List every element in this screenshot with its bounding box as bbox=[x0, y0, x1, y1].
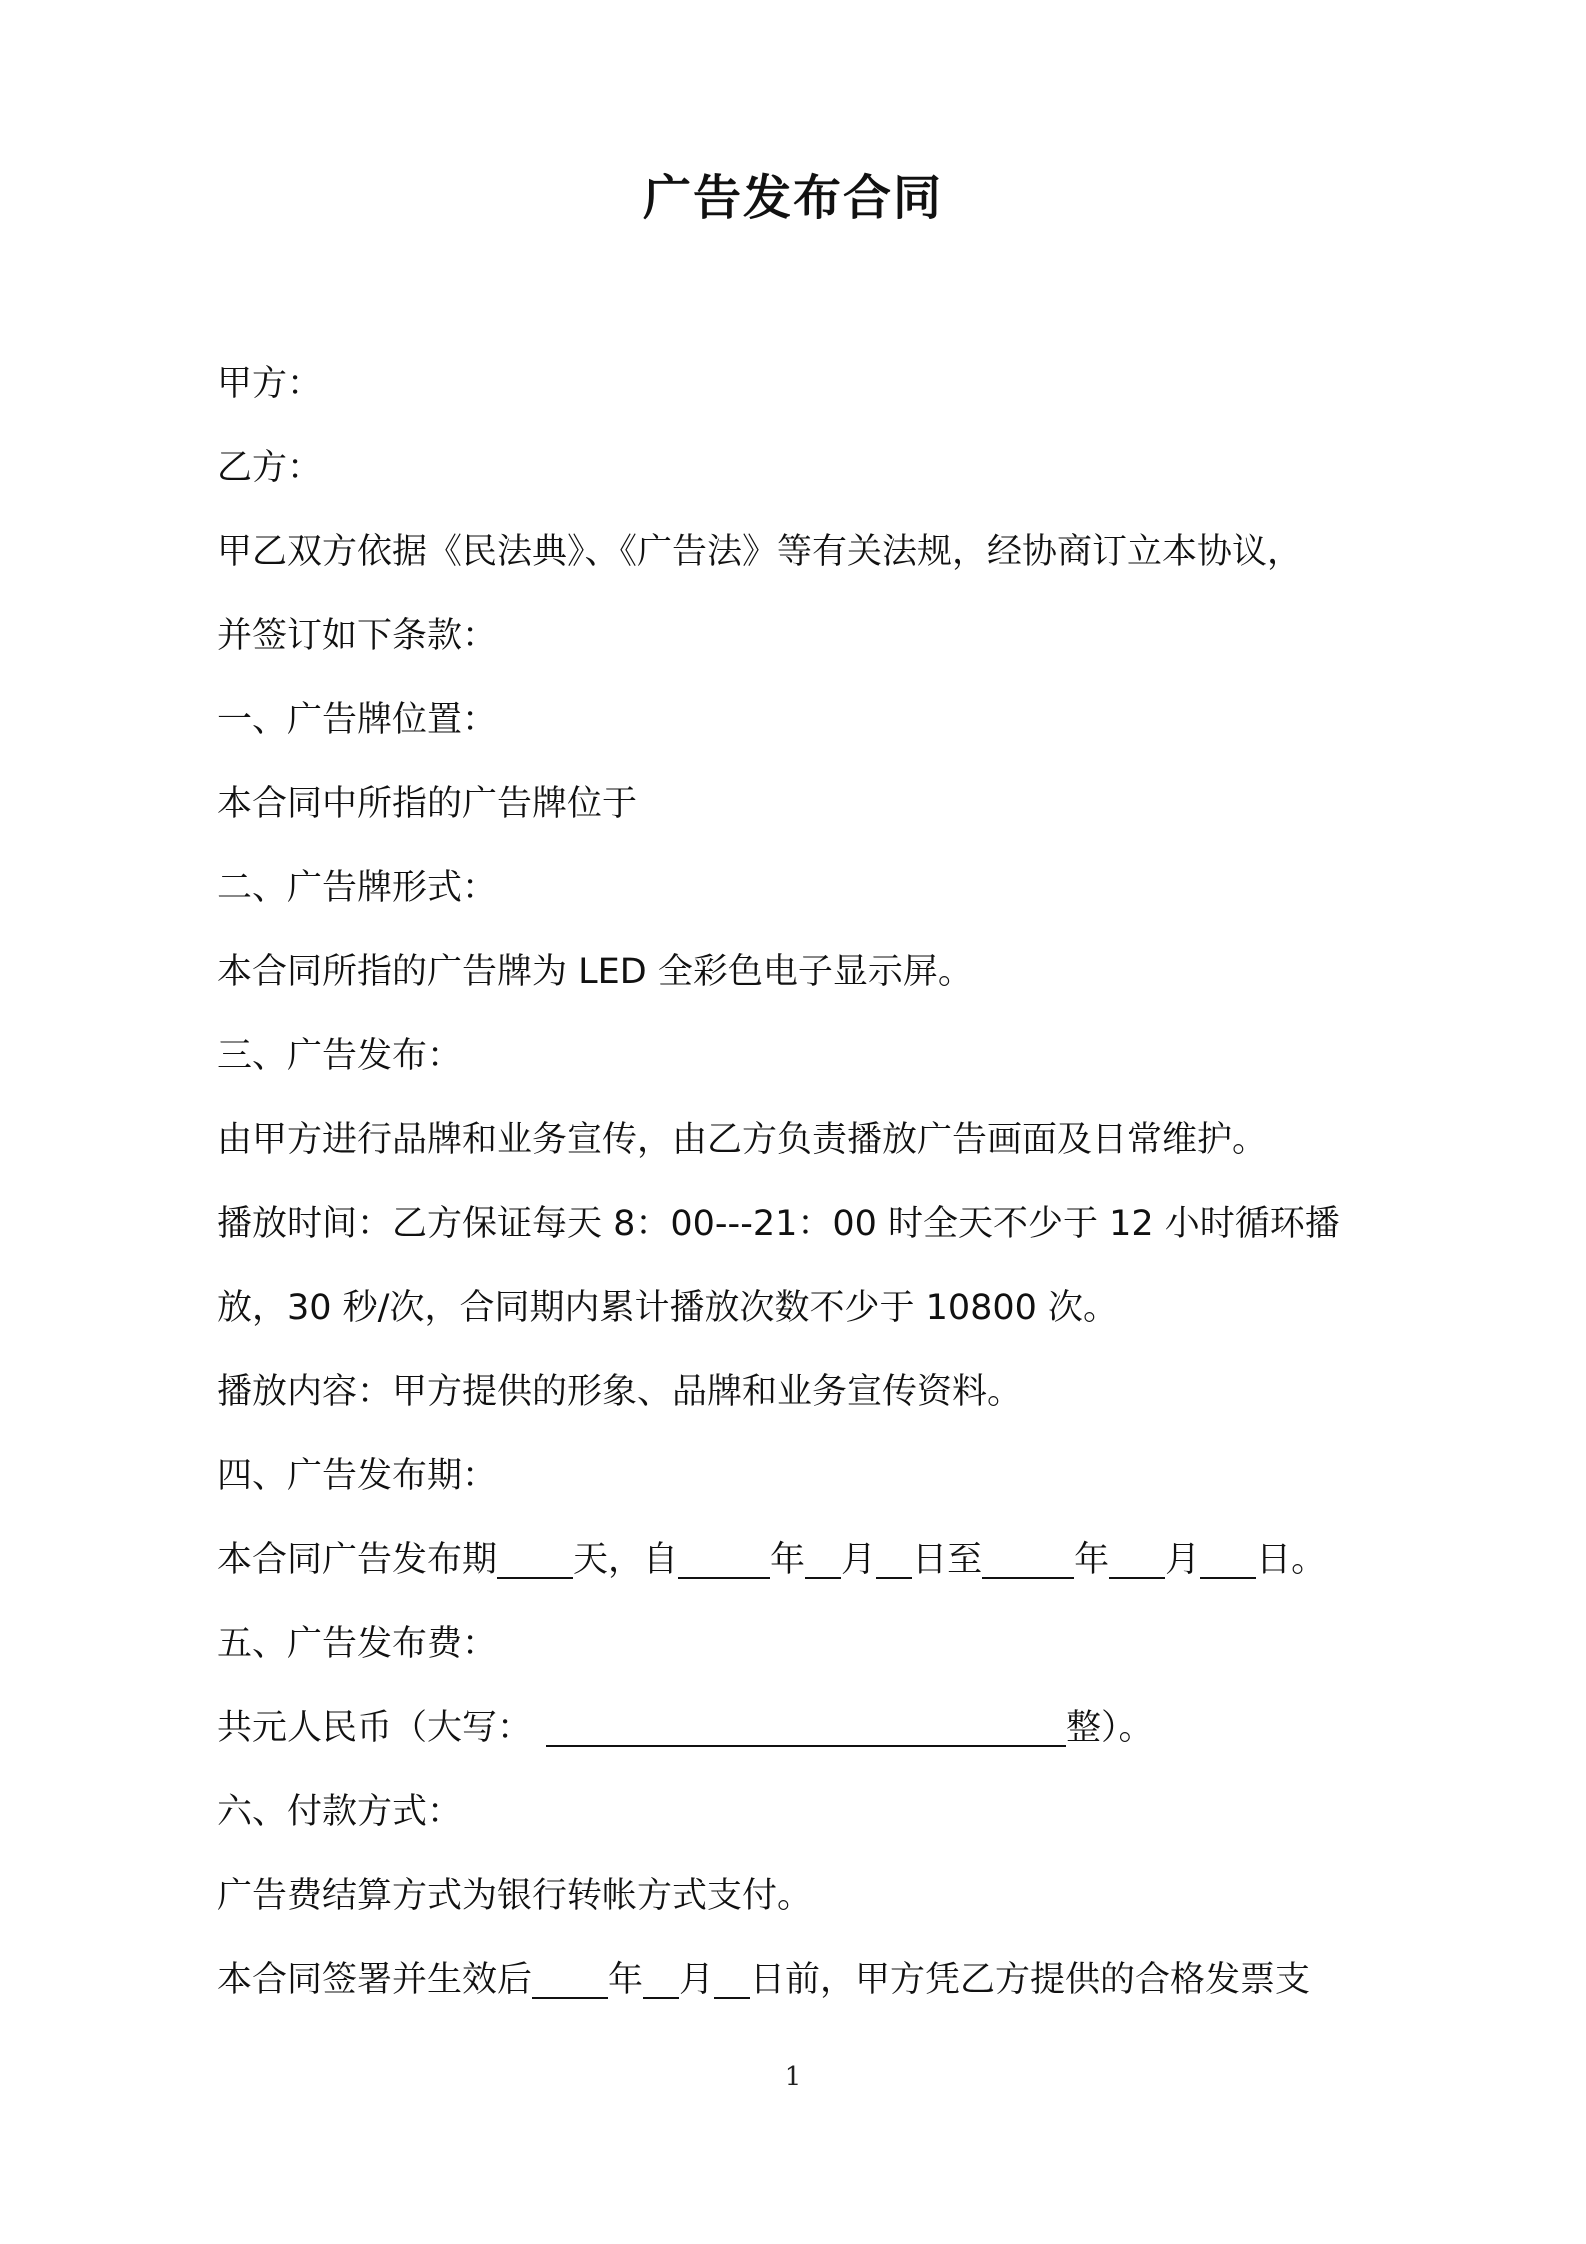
period-text-2: 天，自 bbox=[573, 1540, 679, 1580]
section-1-text: 本合同中所指的广告牌位于 bbox=[217, 784, 638, 824]
payment-text-1: 本合同签署并生效后 bbox=[217, 1960, 533, 2000]
section-6-payment-line bbox=[217, 1956, 1377, 2040]
payment-year-blank bbox=[532, 1959, 608, 1999]
fee-text-2: 整）。 bbox=[1066, 1708, 1154, 1748]
section-3-time-line-1: 播放时间：乙方保证每天 8：00---21：00 时全天不少于 12 小时循环播 bbox=[217, 1204, 1340, 1244]
end-year-blank bbox=[982, 1539, 1074, 1579]
page-number: 1 bbox=[784, 2062, 802, 2092]
payment-text-4: 日前，甲方凭乙方提供的合格发票支 bbox=[750, 1960, 1311, 2000]
period-text-3: 年 bbox=[770, 1540, 806, 1580]
section-2-text: 本合同所指的广告牌为 LED 全彩色电子显示屏。 bbox=[217, 952, 973, 992]
start-year-blank bbox=[678, 1539, 770, 1579]
period-text-6: 年 bbox=[1074, 1540, 1110, 1580]
section-3-content: 播放内容：甲方提供的形象、品牌和业务宣传资料。 bbox=[217, 1372, 1023, 1412]
section-1-heading: 一、广告牌位置： bbox=[217, 700, 498, 740]
start-day-blank bbox=[876, 1539, 912, 1579]
start-month-blank bbox=[805, 1539, 841, 1579]
section-5-fee-line bbox=[217, 1704, 1377, 1788]
period-text-4: 月 bbox=[841, 1540, 877, 1580]
days-blank bbox=[497, 1539, 573, 1579]
contract-body bbox=[217, 360, 1377, 2040]
section-2-heading: 二、广告牌形式： bbox=[217, 868, 498, 908]
intro-line-2: 并签订如下条款： bbox=[217, 616, 498, 656]
section-3-text: 由甲方进行品牌和业务宣传，由乙方负责播放广告画面及日常维护。 bbox=[217, 1120, 1268, 1160]
section-6-text: 广告费结算方式为银行转帐方式支付。 bbox=[217, 1876, 813, 1916]
fee-text-1: 共元人民币（大写： bbox=[217, 1708, 533, 1748]
section-4-period-line bbox=[217, 1536, 1377, 1620]
payment-text-2: 年 bbox=[608, 1960, 644, 2000]
period-text-5: 日至 bbox=[912, 1540, 983, 1580]
section-6-heading: 六、付款方式： bbox=[217, 1792, 463, 1832]
party-b-line: 乙方： bbox=[217, 448, 323, 488]
document-title: 广告发布合同 bbox=[642, 170, 943, 226]
intro-line-1: 甲乙双方依据《民法典》、《广告法》等有关法规，经协商订立本协议， bbox=[217, 532, 1303, 572]
payment-text-3: 月 bbox=[679, 1960, 715, 2000]
period-text-8: 日。 bbox=[1256, 1540, 1327, 1580]
section-4-heading: 四、广告发布期： bbox=[217, 1456, 498, 1496]
end-day-blank bbox=[1200, 1539, 1256, 1579]
payment-day-blank bbox=[714, 1959, 750, 1999]
section-5-heading: 五、广告发布费： bbox=[217, 1624, 498, 1664]
period-text-1: 本合同广告发布期 bbox=[217, 1540, 498, 1580]
payment-month-blank bbox=[643, 1959, 679, 1999]
end-month-blank bbox=[1109, 1539, 1165, 1579]
section-3-heading: 三、广告发布： bbox=[217, 1036, 463, 1076]
section-3-time-line-2: 放，30 秒/次，合同期内累计播放次数不少于 10800 次。 bbox=[217, 1288, 1119, 1328]
period-text-7: 月 bbox=[1165, 1540, 1201, 1580]
fee-amount-blank bbox=[546, 1707, 1066, 1747]
party-a-line: 甲方： bbox=[217, 364, 323, 404]
